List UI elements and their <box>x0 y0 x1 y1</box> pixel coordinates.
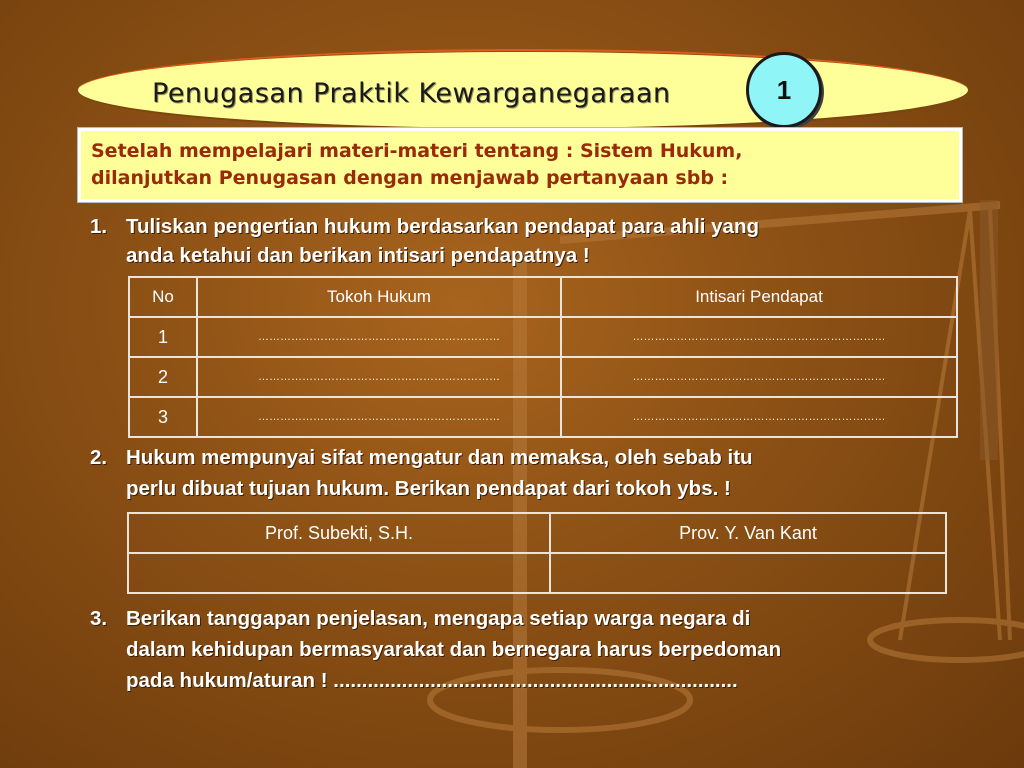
tokoh-cell: ………………………………………………………… <box>197 317 561 357</box>
legal-goals-table <box>127 512 947 594</box>
tokoh-cell: ………………………………………………………… <box>197 357 561 397</box>
question-line: Hukum mempunyai sifat mengatur dan memaksa, oleh sebab itu <box>126 446 753 469</box>
table-header-row <box>128 513 946 553</box>
row-number: 3 <box>129 397 197 437</box>
intro-box <box>78 128 962 202</box>
intro-line-2: dilanjutkan Penugasan dengan menjawab pertanyaan sbb : <box>91 167 729 189</box>
tokoh-cell: ………………………………………………………… <box>197 397 561 437</box>
question-line: pada hukum/aturan ! ....................................................................... <box>126 669 738 692</box>
table-row <box>128 553 946 593</box>
row-number: 2 <box>129 357 197 397</box>
col-header-intisari: Intisari Pendapat <box>561 277 957 317</box>
intisari-cell: …………………………………………………………… <box>561 357 957 397</box>
table-row <box>129 397 957 437</box>
col-header-van-kant: Prov. Y. Van Kant <box>550 513 946 553</box>
col-header-no: No <box>129 277 197 317</box>
table-row <box>129 357 957 397</box>
table-row <box>129 317 957 357</box>
question-number: 1. <box>90 215 108 238</box>
question-line: dalam kehidupan bermasyarakat dan bernegara harus berpedoman <box>126 638 782 661</box>
intro-line-1: Setelah mempelajari materi-materi tentang : Sistem Hukum, <box>91 140 743 162</box>
col-header-tokoh: Tokoh Hukum <box>197 277 561 317</box>
page-title: Penugasan Praktik Kewarganegaraan <box>152 78 671 109</box>
question-line: perlu dibuat tujuan hukum. Berikan pendapat dari tokoh ybs. ! <box>126 477 731 500</box>
question-number: 3. <box>90 607 108 630</box>
table-header-row <box>129 277 957 317</box>
question-line: Berikan tanggapan penjelasan, mengapa setiap warga negara di <box>126 607 751 630</box>
col-header-subekti: Prof. Subekti, S.H. <box>128 513 550 553</box>
question-line: anda ketahui dan berikan intisari pendapatnya ! <box>126 244 590 267</box>
intisari-cell: …………………………………………………………… <box>561 317 957 357</box>
question-number: 2. <box>90 446 108 469</box>
experts-table <box>128 276 958 438</box>
slide-number-badge: 1 <box>746 52 822 128</box>
answer-cell <box>550 553 946 593</box>
row-number: 1 <box>129 317 197 357</box>
question-line: Tuliskan pengertian hukum berdasarkan pendapat para ahli yang <box>126 215 760 238</box>
answer-cell <box>128 553 550 593</box>
intisari-cell: …………………………………………………………… <box>561 397 957 437</box>
